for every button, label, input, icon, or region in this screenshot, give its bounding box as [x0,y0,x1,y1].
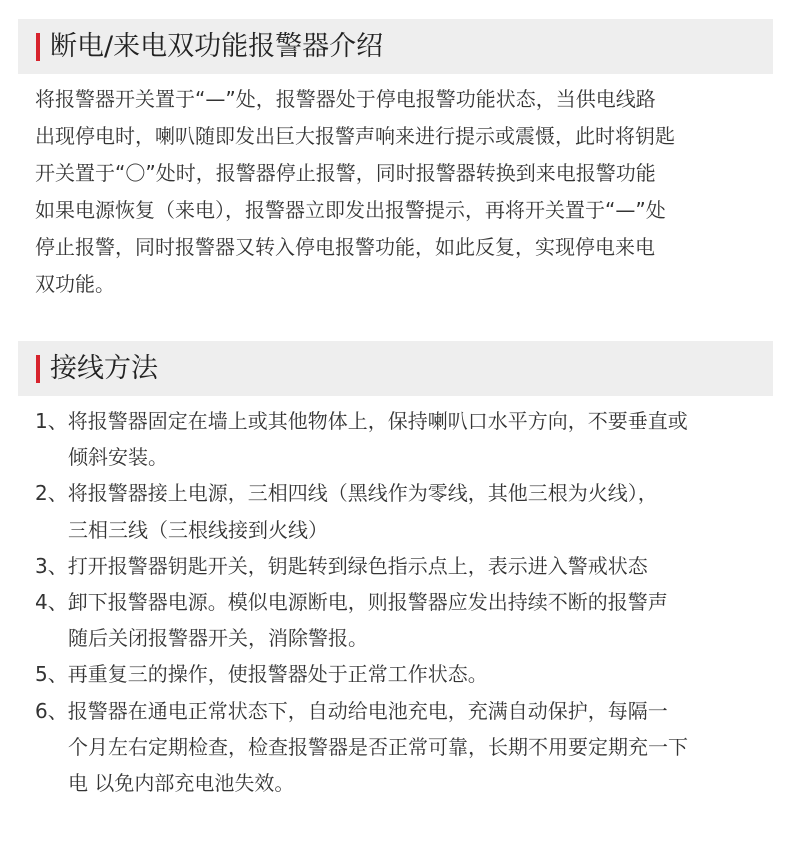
section-header-wiring [18,341,773,396]
list-item-line: 电 以免内部充电池失效。 [68,770,295,795]
list-item-line: 个月左右定期检查，检查报警器是否正常可靠，长期不用要定期充一下 [68,734,688,759]
list-item-line: 2、将报警器接上电源，三相四线（黑线作为零线，其他三根为火线）， [35,481,658,506]
paragraph-line: 停止报警，同时报警器又转入停电报警功能，如此反复，实现停电来电 [35,235,655,259]
list-item-line: 随后关闭报警器开关，消除警报。 [68,626,368,651]
wiring-steps-list [35,403,775,801]
list-item [35,656,775,692]
list-item-line: 三相三线（三根线接到火线） [68,517,328,542]
accent-bar [36,33,40,61]
accent-bar [36,355,40,383]
intro-paragraph [35,81,775,303]
list-item [35,548,775,584]
list-item-line: 5、再重复三的操作，使报警器处于正常工作状态。 [35,662,488,687]
list-item-line: 倾斜安装。 [68,445,168,470]
section-header-intro [18,19,773,74]
section-title: 接线方法 [50,353,158,384]
list-item [35,475,775,547]
list-item-line: 1、将报警器固定在墙上或其他物体上，保持喇叭口水平方向，不要垂直或 [35,409,688,433]
list-item-line: 4、卸下报警器电源。模似电源断电，则报警器应发出持续不断的报警声 [35,589,668,614]
section-title: 断电/来电双功能报警器介绍 [50,31,384,62]
paragraph-line: 双功能。 [35,272,115,296]
list-item [35,403,775,475]
list-item-line: 3、打开报警器钥匙开关，钥匙转到绿色指示点上，表示进入警戒状态 [35,553,648,578]
paragraph-line: 出现停电时，喇叭随即发出巨大报警声响来进行提示或震慑，此时将钥匙 [35,124,675,148]
list-item [35,584,775,656]
list-item-line: 6、报警器在通电正常状态下，自动给电池充电，充满自动保护，每隔一 [35,698,668,723]
paragraph-line: 如果电源恢复（来电），报警器立即发出报警提示，再将开关置于“—”处 [35,198,666,222]
list-item [35,693,775,802]
paragraph-line: 将报警器开关置于“—”处，报警器处于停电报警功能状态，当供电线路 [35,87,656,111]
paragraph-line: 开关置于“〇”处时，报警器停止报警，同时报警器转换到来电报警功能 [35,161,656,185]
